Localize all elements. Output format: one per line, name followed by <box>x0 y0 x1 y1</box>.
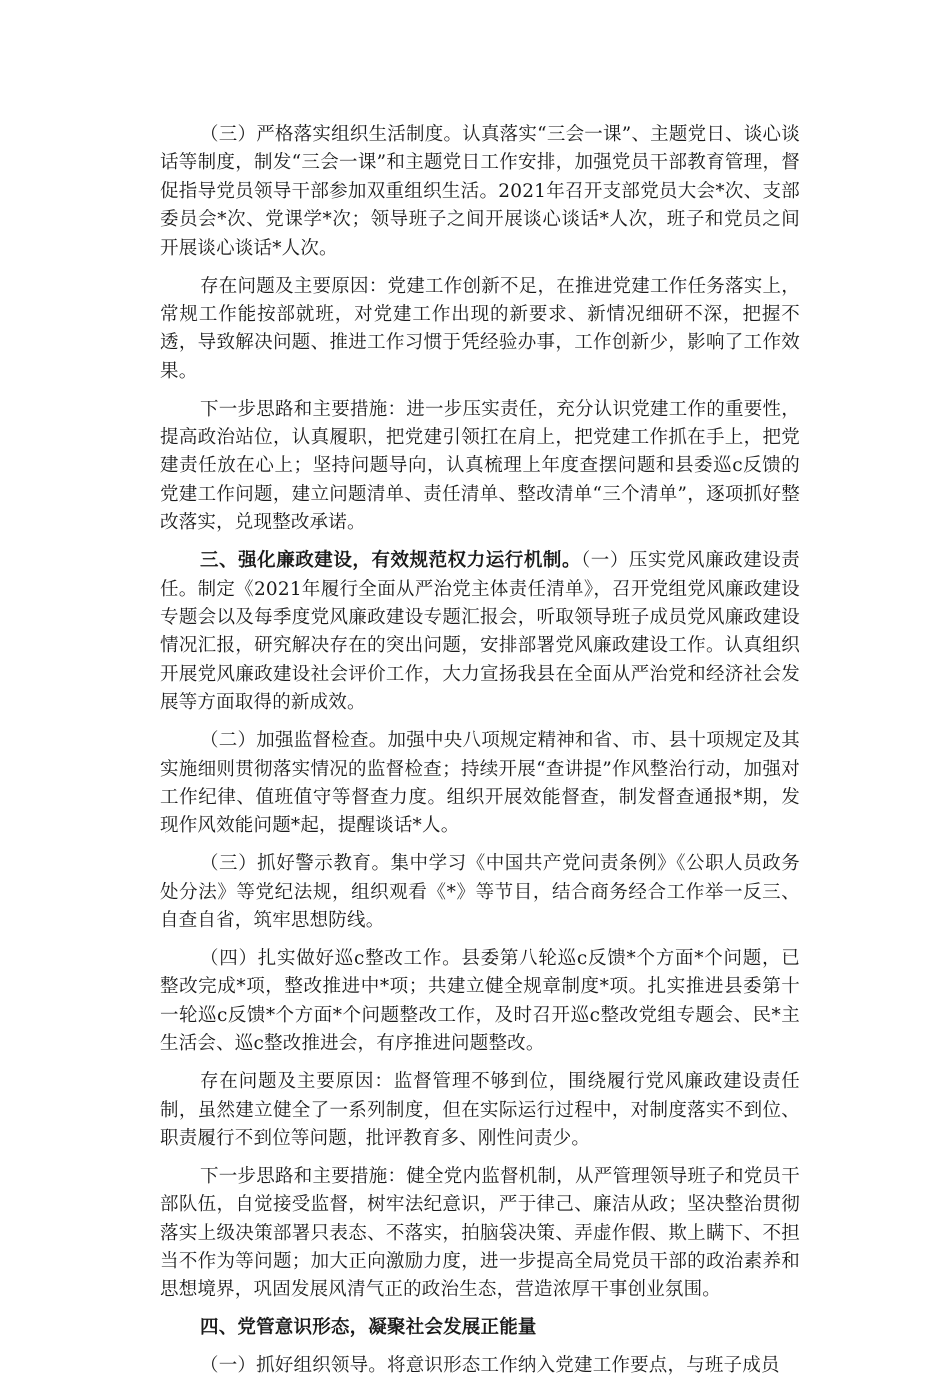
paragraph-party-building-problems: 存在问题及主要原因：党建工作创新不足，在推进党建工作任务落实上，常规工作能按部就班，对党建工作出现的新要求、新情况细研不深，把握不透，导致解决问题、推进工作习惯于凭经验办事，工作创新少，影响了工作效果。 <box>160 275 800 382</box>
section-3-next-steps: 下一步思路和主要措施：健全党内监督机制，从严管理领导班子和党员干部队伍，自觉接受监督，树牢法纪意识，严于律己、廉洁从政；坚决整治贯彻落实上级决策部署只表态、不落实，拍脑袋决策、弄虚作假、欺上瞒下、不担当不作为等问题；加大正向激励力度，进一步提高全局党员干部的政治素养和思想境界，巩固发展风清气正的政治生态，营造浓厚干事创业氛围。 <box>160 1165 800 1301</box>
section-3-item-1-text: （一）压实党风廉政建设责任。制定《2021年履行全面从严治党主体责任清单》，召开党组党风廉政建设专题会以及每季度党风廉政建设专题汇报会，听取领导班子成员党风廉政建设情况汇报，研究解决存在的突出问题，安排部署党风廉政建设工作。认真组织开展党风廉政建设社会评价工作，大力宣扬我县在全面从严治党和经济社会发展等方面取得的新成效。 <box>160 550 800 714</box>
paragraph-organizational-life: （三）严格落实组织生活制度。认真落实“三会一课”、主题党日、谈心谈话等制度，制发“三会一课”和主题党日工作安排，加强党员干部教育管理，督促指导党员领导干部参加双重组织生活。2021年召开支部党员大会*次、支部委员会*次、党课学*次；领导班子之间开展谈心谈话*人次，班子和党员之间开展谈心谈话*人次。 <box>160 124 800 259</box>
section-3-problems: 存在问题及主要原因：监督管理不够到位，围绕履行党风廉政建设责任制，虽然建立健全了一系列制度，但在实际运行过程中，对制度落实不到位、职责履行不到位等问题，批评教育多、刚性问责少。 <box>160 1071 800 1149</box>
section-4-heading: 四、党管意识形态，凝聚社会发展正能量 <box>200 1317 537 1339</box>
section-3-lead-paragraph <box>160 547 800 717</box>
section-3-item-3: （三）抓好警示教育。集中学习《中国共产党问责条例》《公职人员政务处分法》等党纪法规，组织观看《*》等节目，结合商务经合工作举一反三、自查自省，筑牢思想防线。 <box>160 853 800 932</box>
document-body <box>160 121 800 1381</box>
section-3-item-2: （二）加强监督检查。加强中央八项规定精神和省、市、县十项规定及其实施细则贯彻落实情况的监督检查；持续开展“查讲提”作风整治行动，加强对工作纪律、值班值守等督查力度。组织开展效能督查，制发督查通报*期，发现作风效能问题*起，提醒谈话*人。 <box>160 730 800 837</box>
paragraph-party-building-next-steps: 下一步思路和主要措施：进一步压实责任，充分认识党建工作的重要性，提高政治站位，认真履职，把党建引领扛在肩上，把党建工作抓在手上，把党建责任放在心上；坚持问题导向，认真梳理上年度查摆问题和县委巡c反馈的党建工作问题，建立问题清单、责任清单、整改清单“三个清单”，逐项抓好整改落实，兑现整改承诺。 <box>160 398 800 534</box>
section-3-item-4: （四）扎实做好巡c整改工作。县委第八轮巡c反馈*个方面*个问题，已整改完成*项，整改推进中*项；共建立健全规章制度*项。扎实推进县委第十一轮巡c反馈*个方面*个问题整改工作，及时召开巡c整改党组专题会、民*主生活会、巡c整改推进会，有序推进问题整改。 <box>160 947 800 1055</box>
section-4-item-1: （一）抓好组织领导。将意识形态工作纳入党建工作要点，与班子成员 <box>200 1355 780 1377</box>
section-3-heading: 三、强化廉政建设，有效规范权力运行机制。 <box>200 550 581 572</box>
